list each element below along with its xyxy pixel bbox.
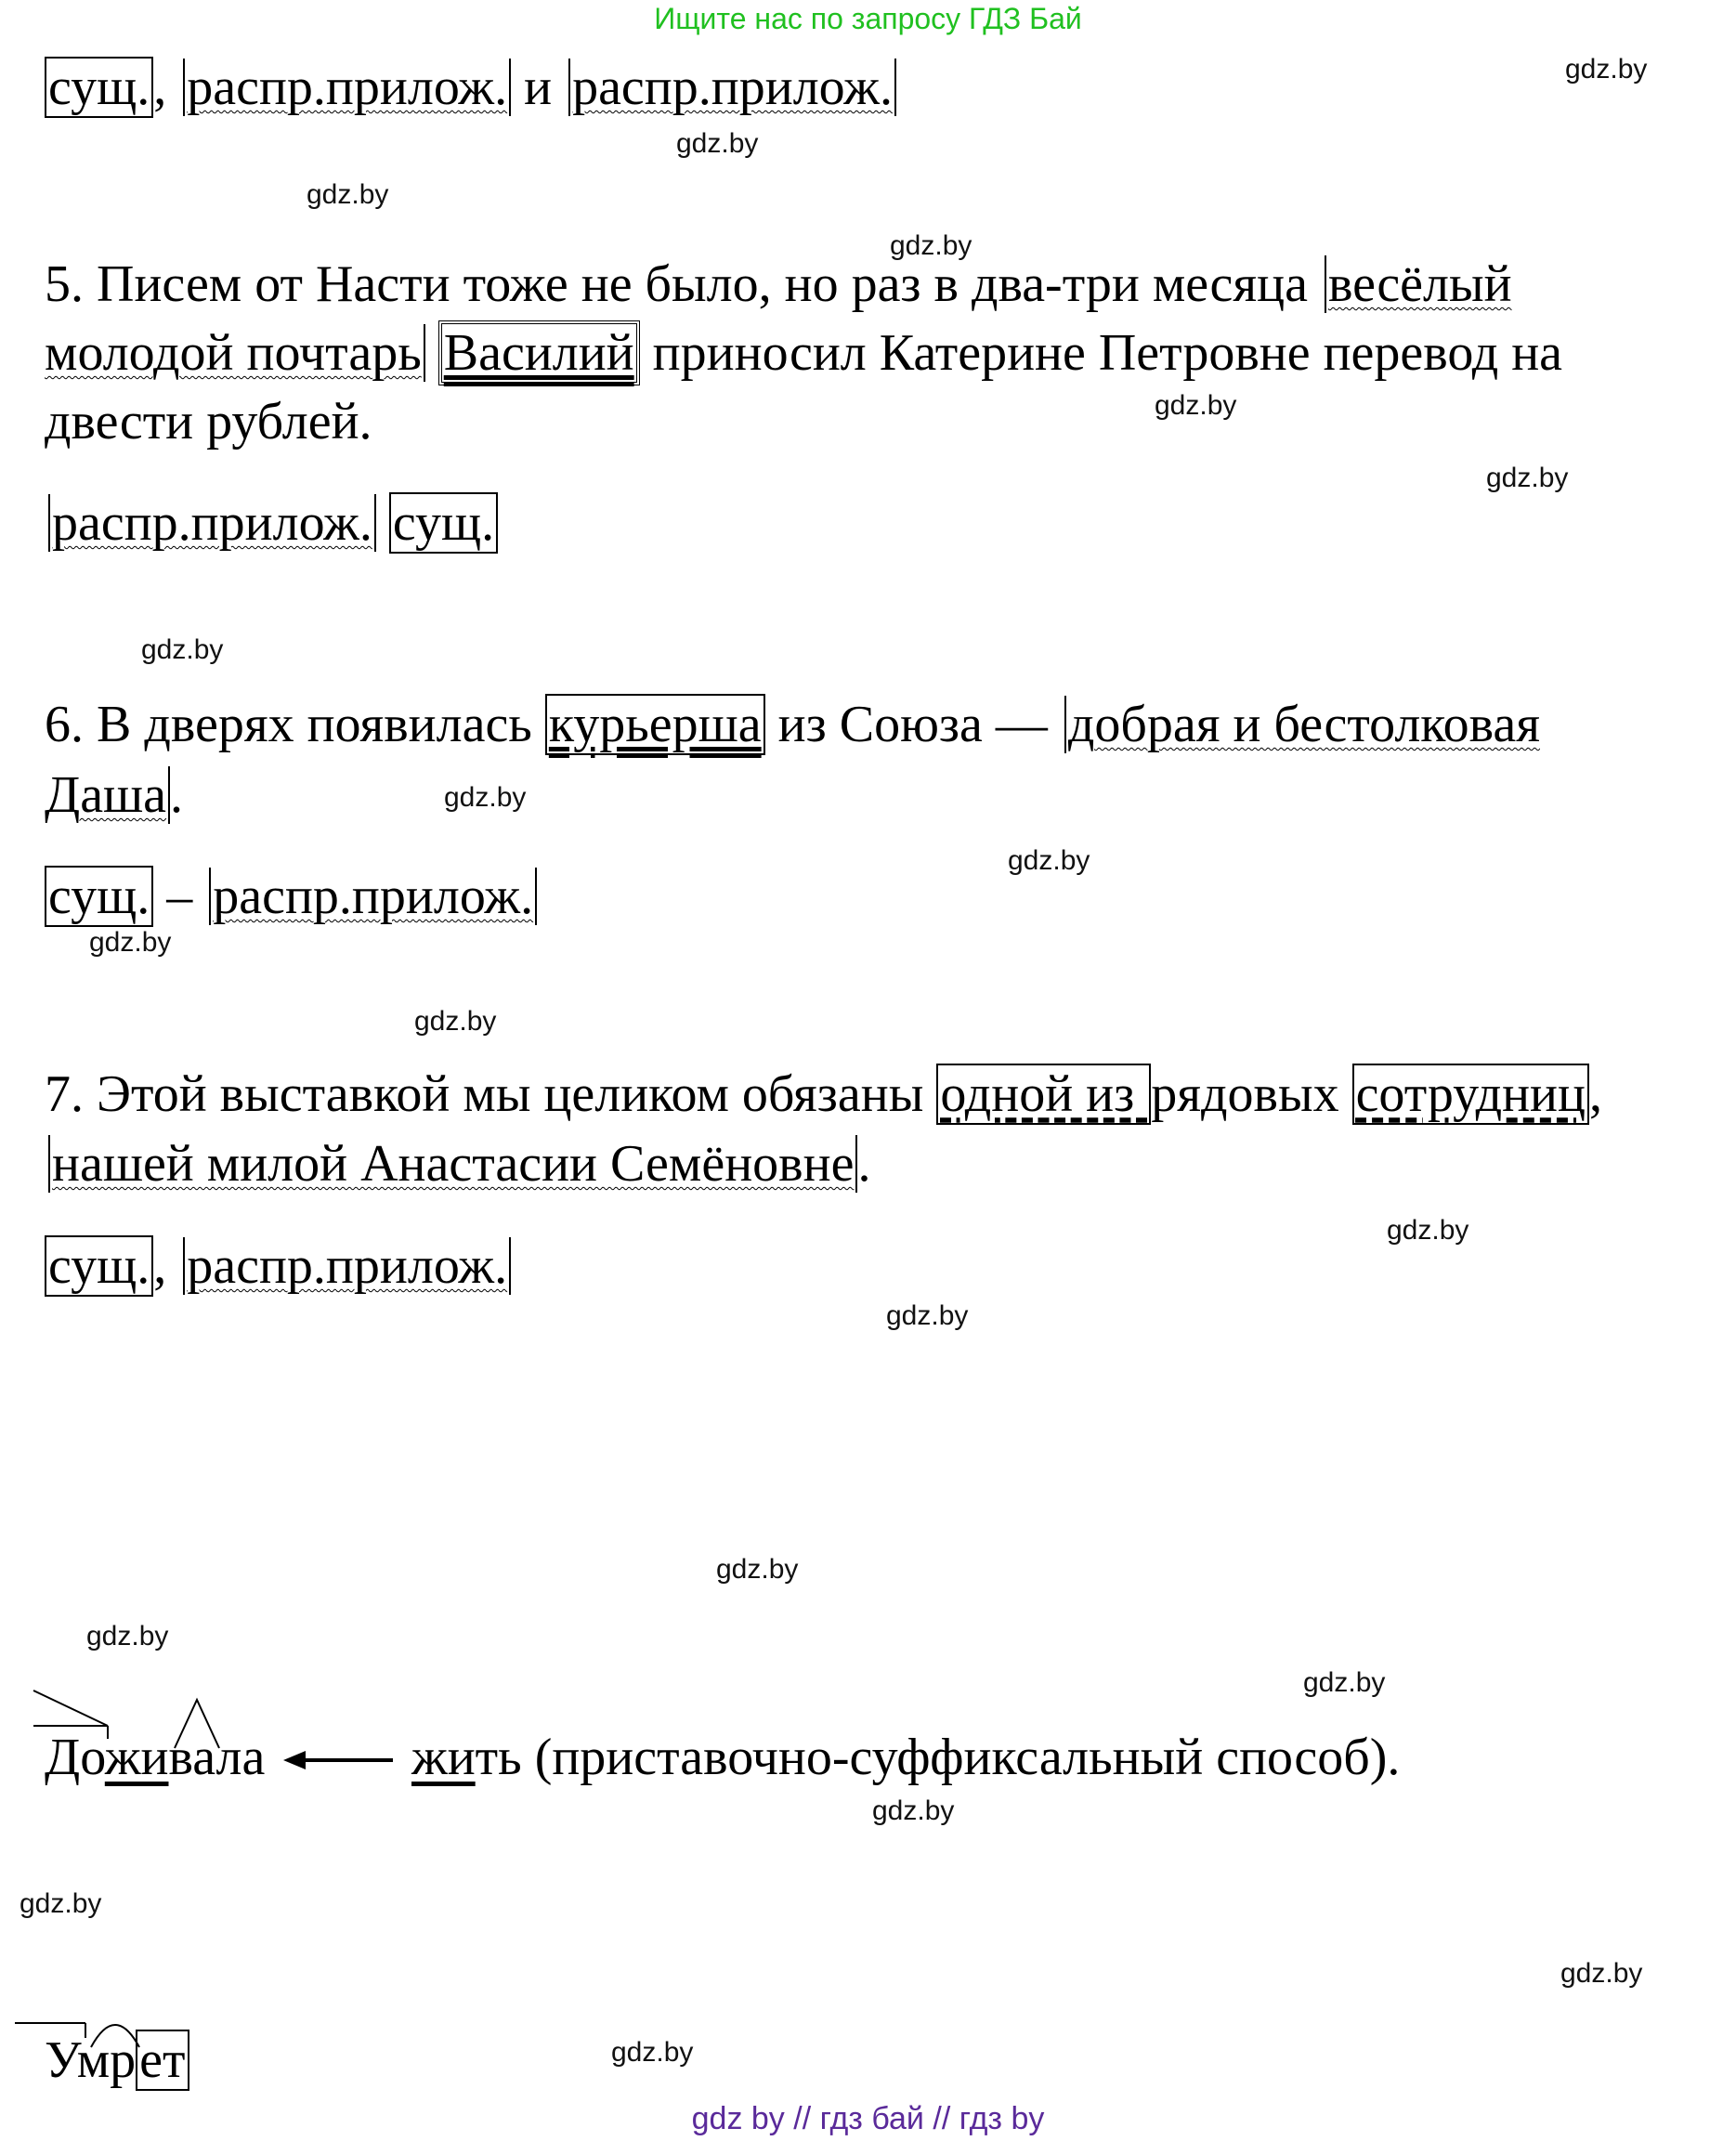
watermark: gdz.by	[1008, 845, 1090, 876]
watermark: gdz.by	[414, 1006, 497, 1037]
sentence-text: приносил Катерине Петровне перевод на	[639, 324, 1563, 382]
item7-line2	[45, 1135, 871, 1193]
scheme-appositive: распр.прилож.	[183, 59, 511, 116]
scheme-noun-box: сущ.	[389, 492, 498, 554]
watermark: gdz.by	[141, 634, 224, 665]
item5-line2	[45, 324, 1563, 382]
ending-box: ет	[136, 2030, 189, 2091]
watermark: gdz.by	[89, 927, 172, 958]
watermark: gdz.by	[86, 1621, 169, 1651]
scheme-separator: ,	[153, 59, 180, 116]
sentence-text: .	[857, 1135, 871, 1193]
morph1-line	[45, 1729, 266, 1786]
prefix-text: До	[45, 1729, 105, 1786]
watermark: gdz.by	[307, 179, 389, 210]
sentence-text: 6. В дверях появилась	[45, 696, 545, 753]
root-text: жи	[104, 1729, 169, 1786]
morph1-base	[411, 1729, 1401, 1786]
ending-text: ла	[215, 1729, 266, 1786]
scheme-appositive: распр.прилож.	[48, 494, 376, 552]
item7-scheme	[45, 1237, 511, 1295]
appositive-text: добрая и бестолковая	[1064, 696, 1540, 753]
watermark: gdz.by	[716, 1554, 799, 1585]
item5-scheme	[45, 494, 498, 552]
prefix-mark	[33, 1691, 108, 1726]
item6-scheme	[45, 868, 537, 925]
scheme-separator: ,	[153, 1237, 180, 1295]
item7-line1	[45, 1065, 1602, 1123]
watermark: gdz.by	[20, 1888, 102, 1919]
prefix-text: У	[45, 2031, 77, 2089]
scheme-appositive: распр.прилож.	[183, 1237, 511, 1295]
sentence-text: 7. Этой выставкой мы целиком обязаны	[45, 1065, 937, 1123]
watermark: gdz.by	[1486, 463, 1569, 493]
object-noun-box: одной из	[936, 1064, 1151, 1125]
subject-noun-box: курьерша	[545, 694, 765, 755]
scheme-noun-box: сущ.	[45, 1235, 153, 1297]
scheme-appositive: распр.прилож.	[568, 59, 896, 116]
root-text: жи	[411, 1729, 476, 1786]
watermark: gdz.by	[444, 782, 527, 813]
watermark: gdz.by	[676, 128, 759, 159]
subject-noun-box: Василий	[438, 320, 640, 385]
morph2-line	[45, 2031, 189, 2089]
watermark: gdz.by	[1560, 1958, 1643, 1989]
root-text: мр	[76, 2031, 137, 2089]
sentence-text: из Союза —	[764, 696, 1061, 753]
footer-links[interactable]: gdz by // гдз бай // гдз by	[691, 2101, 1045, 2136]
watermark: gdz.by	[1155, 390, 1237, 421]
top-banner: Ищите нас по запросу ГДЗ Бай	[654, 2, 1082, 35]
appositive-text: весёлый	[1325, 255, 1512, 313]
base-rest: ть	[475, 1729, 522, 1786]
suffix-text: ва	[168, 1729, 216, 1786]
item6-line1	[45, 698, 1540, 751]
watermark: gdz.by	[890, 230, 972, 261]
watermark: gdz.by	[1387, 1215, 1469, 1246]
item5-line3: двести рублей.	[45, 393, 372, 450]
scheme-noun-box: сущ.	[45, 57, 153, 118]
watermark: gdz.by	[1303, 1667, 1386, 1698]
formation-note: (приставочно-суффиксальный способ).	[521, 1729, 1401, 1786]
watermark: gdz.by	[1565, 54, 1648, 85]
scheme-noun-box: сущ.	[45, 866, 153, 927]
arrow-left-icon	[283, 1749, 413, 1771]
sentence-text: 5. Писем от Насти тоже не было, но раз в два-три месяца	[45, 255, 1321, 313]
appositive-text: нашей милой Анастасии Семёновне	[48, 1135, 857, 1193]
sentence-text: рядовых	[1151, 1065, 1352, 1123]
watermark: gdz.by	[886, 1300, 969, 1331]
scheme-conjunction: и	[511, 59, 566, 116]
item6-line2	[45, 766, 184, 824]
item4-scheme	[45, 59, 896, 116]
sentence-text: ,	[1588, 1065, 1602, 1123]
watermark: gdz.by	[872, 1795, 955, 1826]
sentence-text: .	[170, 766, 184, 824]
scheme-appositive: распр.прилож.	[209, 868, 537, 925]
object-noun-box: сотрудниц	[1352, 1064, 1589, 1125]
appositive-text: молодой почтарь	[45, 324, 425, 382]
item5-line1	[45, 255, 1512, 313]
appositive-text: Даша	[45, 766, 170, 824]
scheme-dash: –	[153, 868, 206, 925]
watermark: gdz.by	[611, 2037, 694, 2068]
